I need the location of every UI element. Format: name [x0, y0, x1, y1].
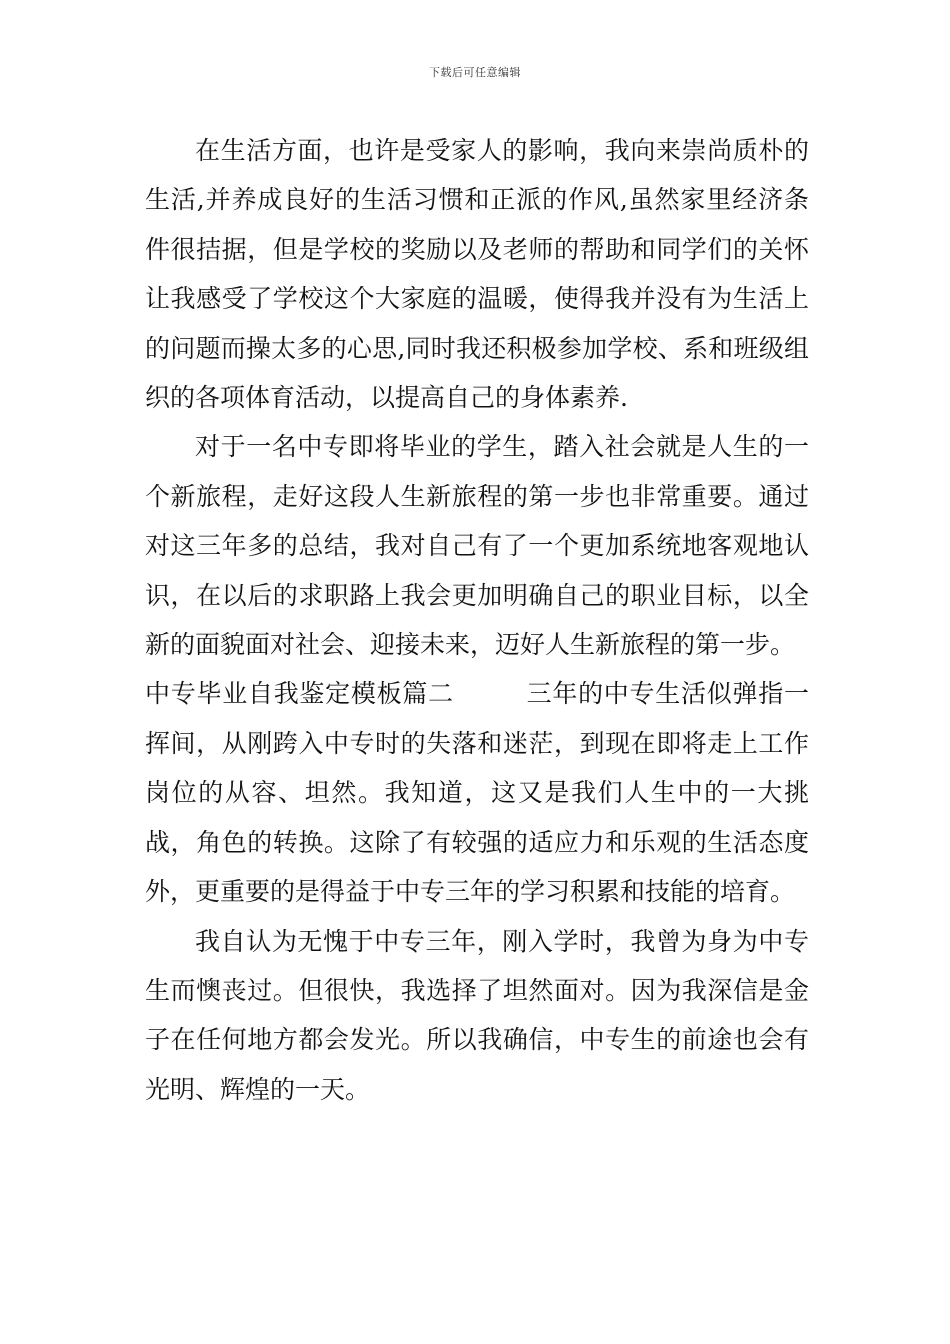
paragraph-living: 在生活方面，也许是受家人的影响，我向来崇尚质朴的生活,并养成良好的生活习惯和正派的作风,虽然家里经济条件很拮据，但是学校的奖励以及老师的帮助和同学们的关怀让我感受了学校这个大家庭的温暖，使得我并没有为生活上的问题而操太多的心思,同时我还积极参加学校、系和班级组织的各项体育活动，以提高自己的身体素养.	[145, 136, 809, 413]
section-two	[145, 669, 809, 916]
paragraph-graduation: 对于一名中专即将毕业的学生，踏入社会就是人生的一个新旅程，走好这段人生新旅程的第一步也非常重要。通过对这三年多的总结，我对自己有了一个更加系统地客观地认识，在以后的求职路上我会更加明确自己的职业目标，以全新的面貌面对社会、迎接未来，迈好人生新旅程的第一步。	[145, 432, 809, 660]
paragraph-three-years: 三年的中专生活似弹指一挥间，从刚跨入中专时的失落和迷茫，到现在即将走上工作岗位的从容、坦然。我知道，这又是我们人生中的一大挑战，角色的转换。这除了有较强的适应力和乐观的生活态度外，更重要的是得益于中专三年的学习积累和技能的培育。	[145, 679, 809, 907]
page-header: 下载后可任意编辑	[429, 66, 521, 79]
document-body	[145, 126, 809, 1114]
paragraph-self-assessment: 我自认为无愧于中专三年，刚入学时，我曾为身为中专生而懊丧过。但很快，我选择了坦然面对。因为我深信是金子在任何地方都会发光。所以我确信，中专生的前途也会有光明、辉煌的一天。	[145, 926, 809, 1104]
section-title: 中专毕业自我鉴定模板篇二	[145, 679, 454, 709]
